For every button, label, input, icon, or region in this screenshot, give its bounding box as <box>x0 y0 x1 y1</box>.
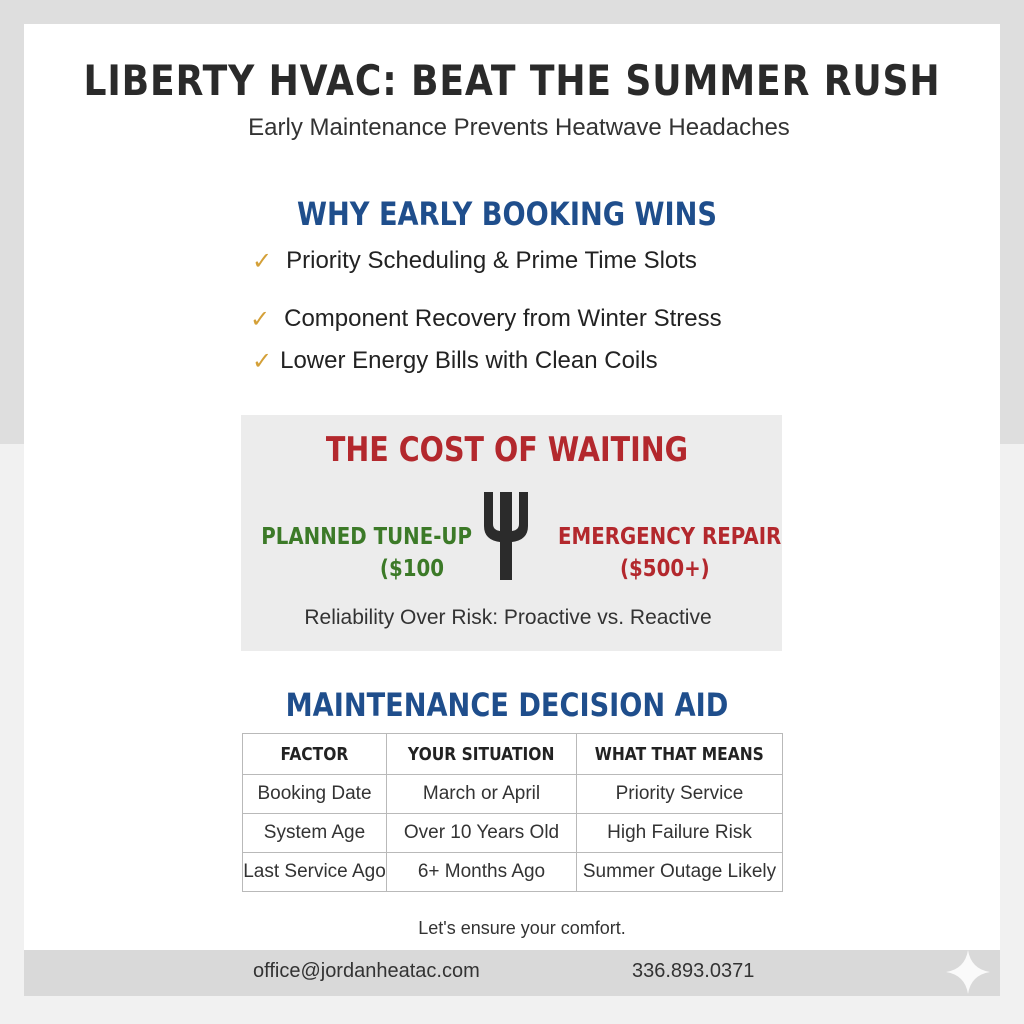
planned-price: ($100 <box>379 556 444 582</box>
table-row <box>243 775 783 814</box>
table-row <box>243 853 783 892</box>
sparkle-icon <box>944 948 992 996</box>
table-cell: Priority Service <box>577 775 783 814</box>
planned-label: PLANNED TUNE-UP <box>261 524 472 550</box>
table-cell: High Failure Risk <box>577 814 783 853</box>
page-subtitle: Early Maintenance Prevents Heatwave Headaches <box>248 114 790 141</box>
closing-line: Let's ensure your comfort. <box>418 918 626 938</box>
column-header: YOUR SITUATION <box>387 734 577 775</box>
column-header: FACTOR <box>243 734 387 775</box>
check-icon: ✓ <box>252 347 273 375</box>
phone-link[interactable]: 336.893.0371 <box>632 960 755 982</box>
benefit-item <box>250 305 722 333</box>
table-cell: 6+ Months Ago <box>387 853 577 892</box>
emergency-price: ($500+) <box>620 556 710 582</box>
table-cell: March or April <box>387 775 577 814</box>
table-row <box>243 814 783 853</box>
cost-caption: Reliability Over Risk: Proactive vs. Reactive <box>304 606 712 629</box>
page-title: LIBERTY HVAC: BEAT THE SUMMER RUSH <box>83 56 941 105</box>
email-link[interactable]: office@jordanheatac.com <box>253 960 480 982</box>
table-cell: Over 10 Years Old <box>387 814 577 853</box>
fork-icon <box>480 490 532 582</box>
why-heading: WHY EARLY BOOKING WINS <box>297 195 717 233</box>
check-icon: ✓ <box>250 305 271 333</box>
table-cell: Last Service Ago <box>243 853 387 892</box>
benefit-label: Priority Scheduling & Prime Time Slots <box>286 247 697 274</box>
benefit-item <box>252 247 697 275</box>
table-header-row <box>243 734 783 775</box>
table-cell: Summer Outage Likely <box>577 853 783 892</box>
benefit-label: Lower Energy Bills with Clean Coils <box>280 347 658 374</box>
benefit-label: Component Recovery from Winter Stress <box>284 305 722 332</box>
table-cell: System Age <box>243 814 387 853</box>
decision-table <box>242 733 783 892</box>
check-icon: ✓ <box>252 247 273 275</box>
column-header: WHAT THAT MEANS <box>577 734 783 775</box>
contact-footer <box>24 950 1000 996</box>
table-cell: Booking Date <box>243 775 387 814</box>
aid-heading: MAINTENANCE DECISION AID <box>285 686 729 724</box>
emergency-label: EMERGENCY REPAIR <box>558 524 782 550</box>
cost-heading: THE COST OF WAITING <box>325 430 689 470</box>
benefit-item <box>252 347 658 375</box>
